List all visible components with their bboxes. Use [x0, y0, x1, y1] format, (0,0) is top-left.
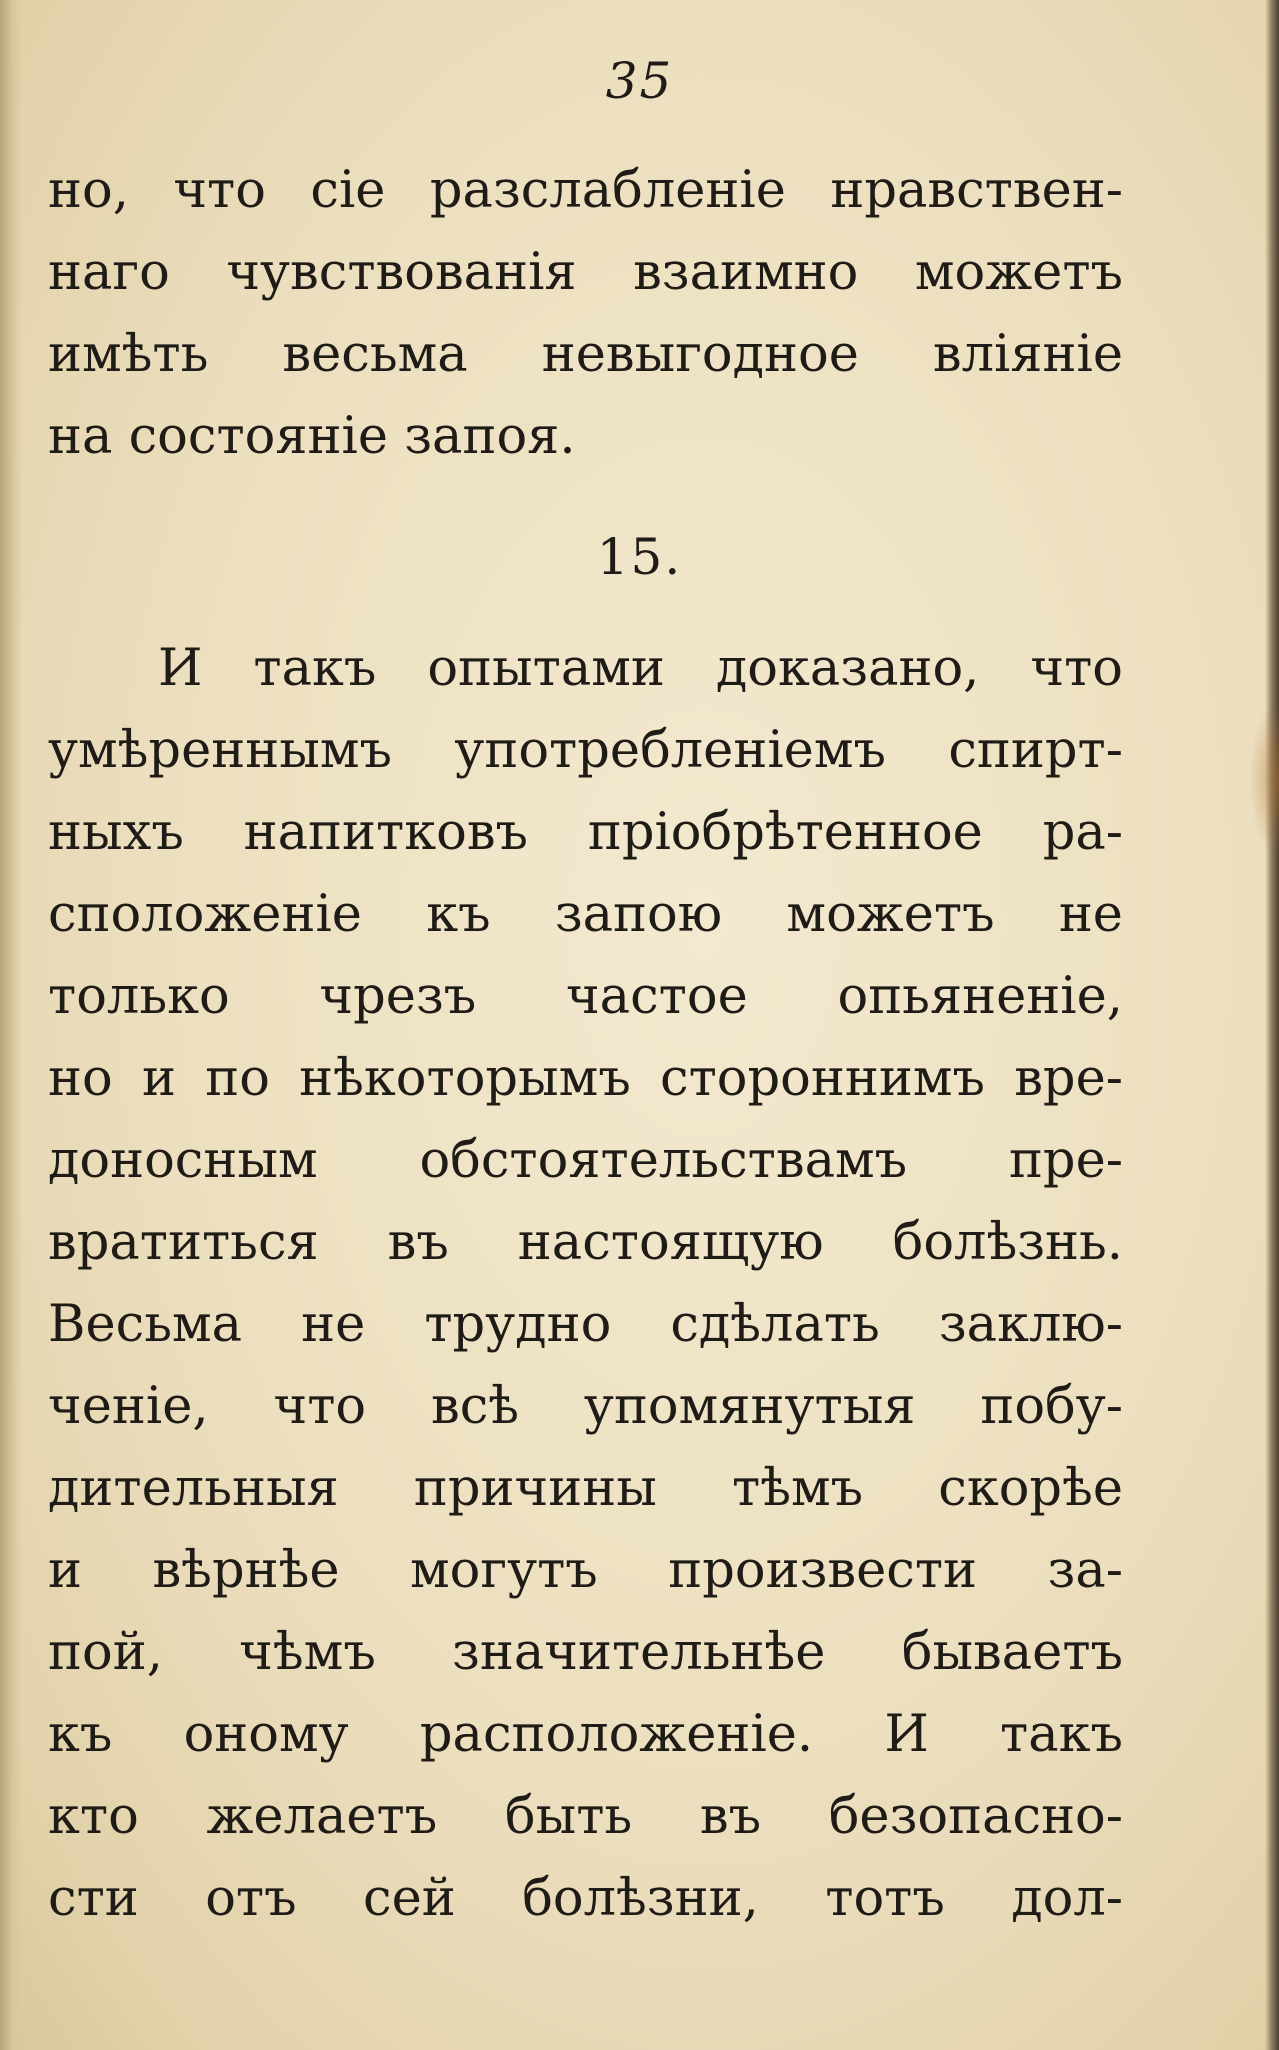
text-line: доносным обстоятельствамъ пре-: [48, 1131, 1123, 1190]
text-line: пой, чѣмъ значительнѣе бываетъ: [48, 1623, 1123, 1682]
section-number: 15.: [596, 528, 683, 586]
text-line: дительныя причины тѣмъ скорѣе: [48, 1459, 1123, 1518]
page-number: 35: [605, 52, 674, 110]
text-line: И такъ опытами доказано, что: [158, 639, 1123, 698]
text-line: только чрезъ частое опьяненіе,: [48, 967, 1123, 1026]
text-line: ченіе, что всѣ упомянутыя побу-: [48, 1377, 1123, 1436]
text-line: кто желаетъ быть въ безопасно-: [48, 1787, 1123, 1846]
text-line: наго чувствованія взаимно можетъ: [48, 243, 1123, 302]
text-line: ныхъ напитковъ пріобрѣтенное ра-: [48, 803, 1123, 862]
text-line: имѣть весьма невыгодное вліяніе: [48, 325, 1123, 384]
paragraph-continuation: [48, 150, 1123, 478]
page-right-edge: [1265, 0, 1279, 2050]
text-line: но, что сіе разслабленіе нравствен-: [48, 161, 1123, 220]
text-line: на состояніе запоя.: [48, 407, 576, 466]
text-line: и вѣрнѣе могутъ произвести за-: [48, 1541, 1123, 1600]
text-line: умѣреннымъ употребленіемъ спирт-: [48, 721, 1123, 780]
text-line: Весьма не трудно сдѣлать заклю-: [48, 1295, 1123, 1354]
page-left-edge: [0, 0, 22, 2050]
text-line: къ оному расположеніе. И такъ: [48, 1705, 1123, 1764]
text-line: вратиться въ настоящую болѣзнь.: [48, 1213, 1123, 1272]
text-line: сположеніе къ запою можетъ не: [48, 885, 1123, 944]
text-line: сти отъ сей болѣзни, тотъ дол-: [48, 1869, 1123, 1928]
text-line: но и по нѣкоторымъ стороннимъ вре-: [48, 1049, 1123, 1108]
paper-stain: [1249, 700, 1279, 860]
paragraph-main: [48, 628, 1123, 1940]
